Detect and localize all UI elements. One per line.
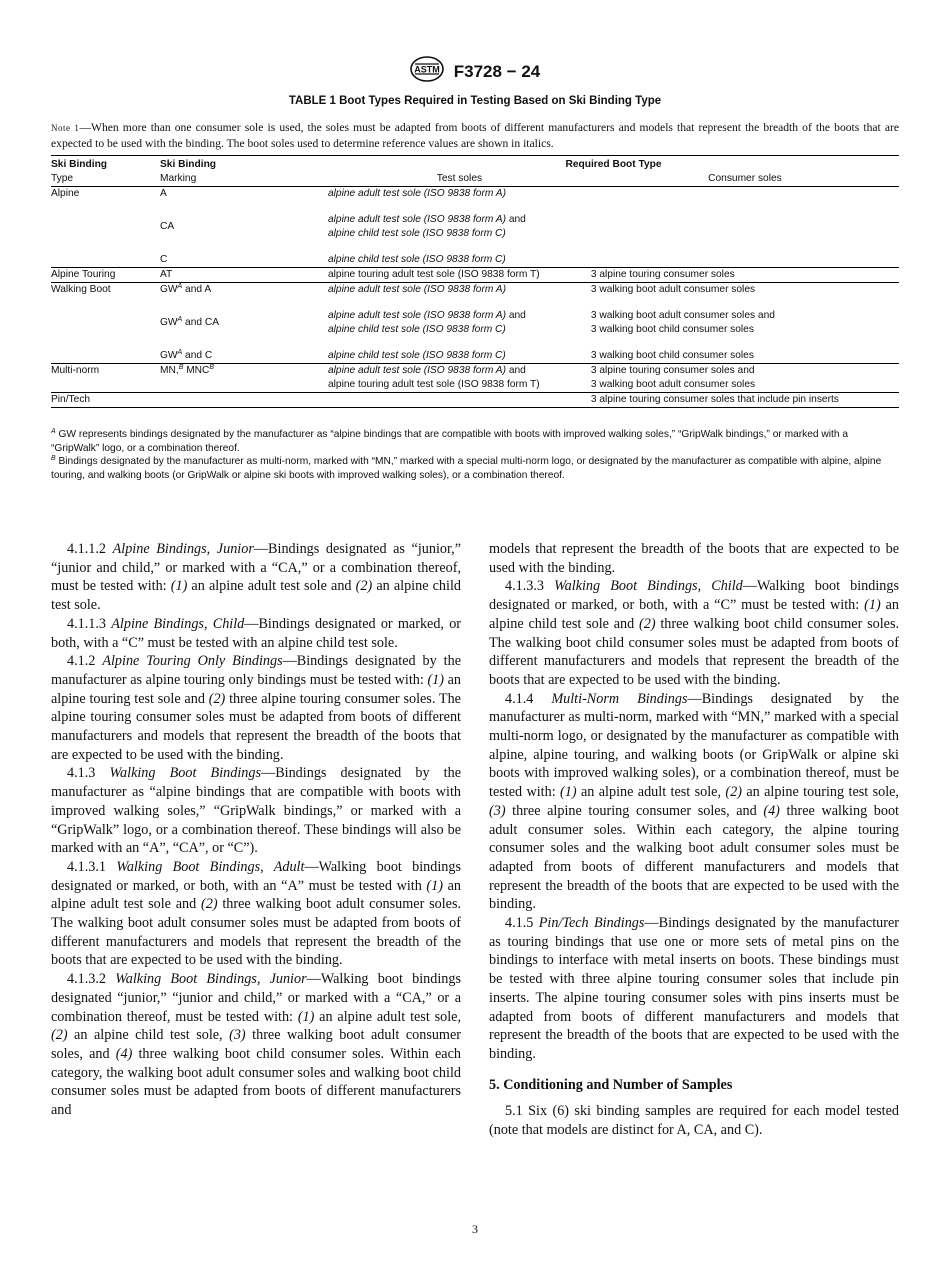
svg-text:ASTM: ASTM xyxy=(414,64,440,75)
paragraph-4-1-3-2-continued: models that represent the breadth of the boots that are expected to be used with the binding. xyxy=(489,541,899,576)
required-boot-type-header: Required Boot Type xyxy=(328,156,899,173)
paragraph-4-1-3-1: 4.1.3.1 Walking Boot Bindings, Adult—Walking boot bindings designated or marked, or both, with an “A” must be tested with (1) an alpine adult test sole and (2) three walking boot adult consumer soles. The walking boot adult consumer soles must be adapted from boots of different manufacturers and models that represent the breadth of the boots that are expected to be used with the binding. xyxy=(51,858,462,969)
paragraph-4-1-2: 4.1.2 Alpine Touring Only Bindings—Bindings designated by the manufacturer as alpine touring only bindings must be tested with: (1) an alpine touring test sole and (2) three alpine touring consumer soles. The alpine touring consumer soles must be adapted from boots of different manufacturers and models that represent the breadth of the boots that are expected to be used with the binding. xyxy=(51,653,462,763)
paragraph-4-1-3: 4.1.3 Walking Boot Bindings—Bindings designated by the manufacturer as “alpine bindings that are compatible with boots with improved walking soles,” “GripWalk bindings,” or marked with a “GripWalk” logo, or a combination thereof. These bindings will also be marked with an “A”, “CA”, or “C”). xyxy=(51,765,462,857)
table-row: C alpine child test sole (ISO 9838 form C) xyxy=(160,254,506,265)
table-row: CA alpine adult test sole (ISO 9838 form A) and alpine child test sole (ISO 9838 form C) xyxy=(160,214,526,239)
col1-header: Ski Binding xyxy=(51,156,160,173)
page-number: 3 xyxy=(472,1222,478,1236)
note-label: Note 1 xyxy=(51,123,80,133)
table-row: Multi-norm MN,$^B$ $MNC^B$ alpine adult test sole (ISO 9838 form A) and alpine touring adult test sole (ISO 9838 form T) 3 alpine touring consumer soles and 3 walking boot adult consumer soles xyxy=(51,364,899,393)
table-row: Alpine A alpine adult test sole (ISO 9838 form A) xyxy=(51,188,506,199)
table-row: Walking Boot $GW^A$ and A alpine adult test sole (ISO 9838 form A) 3 walking boot adult consumer soles xyxy=(51,283,899,298)
paragraph-4-1-5: 4.1.5 Pin/Tech Bindings—Bindings designated by the manufacturer as touring bindings that use one or more sets of metal pins on the bindings to interface with metal inserts on boots. These bindings must be tested with three alpine touring consumer soles that include pin inserts. The alpine touring consumer soles with pins inserts must be adapted from boots of different manufacturers and models that represent the breadth of the boots that are expected to be used with the binding. xyxy=(489,915,899,1062)
table-note xyxy=(51,120,899,151)
table-row: $GW^A$ and C alpine child test sole (ISO 9838 form C) 3 walking boot child consumer soles xyxy=(160,349,754,361)
section-5-heading: 5. Conditioning and Number of Samples xyxy=(489,1076,733,1093)
left-column xyxy=(51,540,461,1120)
col2-header: Ski Binding xyxy=(160,156,328,173)
table-row: $GW^A$ and CA alpine adult test sole (ISO 9838 form A) and alpine child test sole (ISO 9838 form C) 3 walking boot adult consumer soles and 3 walking boot child consumer soles xyxy=(160,310,775,335)
footnote-b: $^B$ Bindings designated by the manufacturer as multi-norm, marked with “MN,” marked with a special multi-norm logo, or designated by the manufacturer as compatible with alpine, alpine touring, and walking boots (or GripWalk or alpine ski boots with improved walking soles), or a combination thereof. xyxy=(51,455,882,481)
paragraph-4-1-1-2: 4.1.1.2 Alpine Bindings, Junior—Bindings designated as “junior,” “junior and child,” or marked with a “CA,” or a combination thereof, must be tested with: (1) an alpine adult test sole and (2) an alpine child test sole. xyxy=(51,541,461,614)
paragraph-4-1-1-3: 4.1.1.3 Alpine Bindings, Child—Bindings designated or marked, or both, with a “C” must be tested with an alpine child test sole. xyxy=(51,615,462,651)
paragraph-4-1-4: 4.1.4 Multi-Norm Bindings—Bindings designated by the manufacturer as multi-norm, marked with “MN,” marked with a special multi-norm logo, or designated by the manufacturer as compatible with alpine, alpine touring, and walking boots (or GripWalk or alpine ski boots with improved walking soles), or a combination thereof, must be tested with: (1) an alpine adult test sole, (2) an alpine touring test sole, (3) three alpine touring consumer soles, and (4) three walking boot adult consumer soles. Within each category, the alpine touring consumer soles and the walking boot adult consumer soles must be adapted from boots of different manufacturers and models that represent the breadth of the boots that are expected to be used with the binding. xyxy=(489,690,899,913)
table-row: Alpine Touring AT alpine touring adult test sole (ISO 9838 form T) 3 alpine touring consumer soles xyxy=(51,268,899,283)
test-soles-header: Test soles xyxy=(328,172,591,187)
boot-types-table xyxy=(51,155,899,408)
paragraph-5-1: 5.1 Six (6) ski binding samples are required for each model tested (note that models are distinct for A, CA, and C). xyxy=(489,1103,899,1139)
paragraph-4-1-3-3: 4.1.3.3 Walking Boot Bindings, Child—Walking boot bindings designated or marked, or both, with a “C” must be tested with: (1) an alpine child test sole and (2) three walking boot child consumer soles. The walking boot child consumer soles must be adapted from boots of different manufacturers and models that represent the breadth of the boots that are expected to be used with the binding. xyxy=(489,578,900,688)
table-footnotes xyxy=(51,428,899,482)
right-column xyxy=(489,540,899,1140)
note-text: —When more than one consumer sole is used, the soles must be adapted from boots of different manufacturers and models that represent the breadth of the boots that are expected to be used with the binding. The boot soles used to determine reference values are shown in italics. xyxy=(51,121,899,150)
astm-logo-icon xyxy=(410,56,444,87)
paragraph-4-1-3-2: 4.1.3.2 Walking Boot Bindings, Junior—Walking boot bindings designated “junior,” “junior and child,” or marked with a “CA,” or a combination thereof, must be tested with: (1) an alpine adult test sole, (2) an alpine child test sole, (3) three walking boot adult consumer soles, and (4) three walking boot child consumer soles. Within each category, the walking boot adult consumer soles and walking boot child consumer soles must be adapted from boots of different manufacturers and xyxy=(51,971,462,1119)
page-header xyxy=(0,56,950,87)
table-row: Pin/Tech 3 alpine touring consumer soles that include pin inserts xyxy=(51,393,899,408)
consumer-soles-header: Consumer soles xyxy=(591,172,899,187)
col2-subheader: Marking xyxy=(160,172,328,187)
col1-subheader: Type xyxy=(51,172,160,187)
table-title: TABLE 1 Boot Types Required in Testing Based on Ski Binding Type xyxy=(288,95,662,107)
document-number: F3728 − 24 xyxy=(453,61,541,81)
footnote-a: $^A$ GW represents bindings designated by the manufacturer as “alpine bindings that are compatible with boots with improved walking soles,” “GripWalk bindings,” or marked with a “GripWalk” logo, or a combination thereof. xyxy=(51,428,849,454)
